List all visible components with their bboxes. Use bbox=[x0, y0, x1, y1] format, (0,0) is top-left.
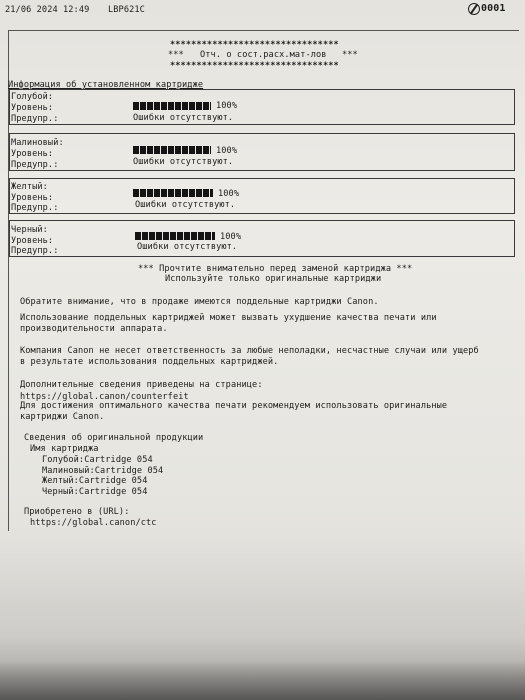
recommendation-line-1: Для достижения оптимального качества печати рекомендуем использовать оригинальные bbox=[20, 401, 448, 411]
title-prefix: *** bbox=[168, 50, 184, 60]
report-title: Отч. о сост.расх.мат-лов bbox=[200, 50, 327, 60]
original-item: Малиновый:Cartridge 054 bbox=[42, 466, 164, 476]
liability-line-1: Компания Canon не несет ответственность за любые неполадки, несчастные случаи или ущерб bbox=[20, 346, 479, 356]
title-suffix: *** bbox=[342, 50, 358, 60]
cartridge-warning-value: Ошибки отсутствуют. bbox=[133, 157, 234, 167]
cartridge-color-label: Желтый: bbox=[11, 182, 48, 192]
print-datetime: 21/06 2024 12:49 bbox=[5, 5, 90, 15]
page-counter-icon bbox=[468, 3, 480, 15]
cartridge-name-heading: Имя картриджа bbox=[30, 444, 99, 454]
counterfeit-notice: Обратите внимание, что в продаже имеются поддельные картриджи Canon. bbox=[20, 297, 379, 307]
paper-edge-shadow bbox=[0, 660, 525, 700]
cartridge-color-label: Голубой: bbox=[11, 92, 54, 102]
cartridge-warning-value: Ошибки отсутствуют. bbox=[133, 113, 234, 123]
original-item: Голубой:Cartridge 054 bbox=[42, 455, 153, 465]
original-item: Черный:Cartridge 054 bbox=[42, 487, 148, 497]
recommendation-line-2: картриджи Canon. bbox=[20, 412, 105, 422]
cartridge-box-black bbox=[9, 220, 515, 257]
cartridge-box-cyan bbox=[9, 89, 515, 125]
paper-shadow bbox=[0, 540, 525, 700]
cartridge-level-label: Уровень: bbox=[11, 193, 54, 203]
cartridge-warning-value: Ошибки отсутствуют. bbox=[135, 200, 236, 210]
title-stars-top: ******************************** bbox=[170, 40, 339, 50]
cartridge-warning-label: Предупр.: bbox=[11, 114, 59, 124]
cartridge-level-bar bbox=[133, 189, 213, 197]
printer-model: LBP621C bbox=[108, 5, 145, 15]
cartridge-color-label: Черный: bbox=[11, 225, 48, 235]
cartridge-box-yellow bbox=[9, 178, 515, 214]
cartridge-level-bar bbox=[135, 232, 215, 240]
cartridge-level-bar bbox=[133, 102, 211, 110]
purchase-label: Приобретено в (URL): bbox=[24, 507, 130, 517]
cartridge-color-label: Малиновый: bbox=[11, 138, 64, 148]
liability-line-2: в результате использования поддельных картриджей. bbox=[20, 357, 279, 367]
more-info-line: Дополнительные сведения приведены на странице: bbox=[20, 380, 263, 390]
notice-line-2: Используйте только оригинальные картриджи bbox=[165, 274, 382, 284]
quality-warning-line-2: производительности аппарата. bbox=[20, 324, 168, 334]
notice-line-1: *** Прочтите внимательно перед заменой картриджа *** bbox=[138, 264, 413, 274]
cartridge-warning-label: Предупр.: bbox=[11, 203, 59, 213]
cartridge-level-value: 100% bbox=[216, 146, 238, 156]
original-products-heading: Сведения об оригинальной продукции bbox=[24, 433, 204, 443]
cartridge-level-label: Уровень: bbox=[11, 103, 54, 113]
installed-cartridge-heading: Информация об установленном картридже bbox=[8, 80, 204, 90]
cartridge-level-value: 100% bbox=[216, 101, 238, 111]
cartridge-level-bar bbox=[133, 146, 211, 154]
cartridge-warning-label: Предупр.: bbox=[11, 246, 59, 256]
cartridge-warning-value: Ошибки отсутствуют. bbox=[137, 242, 238, 252]
cartridge-level-label: Уровень: bbox=[11, 236, 54, 246]
cartridge-level-value: 100% bbox=[220, 232, 242, 242]
page-counter: 0001 bbox=[481, 3, 506, 14]
quality-warning-line-1: Использование поддельных картриджей может вызвать ухудшение качества печати или bbox=[20, 313, 437, 323]
cartridge-warning-label: Предупр.: bbox=[11, 160, 59, 170]
purchase-url: https://global.canon/ctc bbox=[30, 518, 157, 528]
counterfeit-url: https://global.canon/counterfeit bbox=[20, 392, 189, 402]
cartridge-box-magenta bbox=[9, 133, 515, 171]
original-item: Желтый:Cartridge 054 bbox=[42, 476, 148, 486]
cartridge-level-value: 100% bbox=[218, 189, 240, 199]
cartridge-level-label: Уровень: bbox=[11, 149, 54, 159]
title-stars-bottom: ******************************** bbox=[170, 61, 339, 71]
